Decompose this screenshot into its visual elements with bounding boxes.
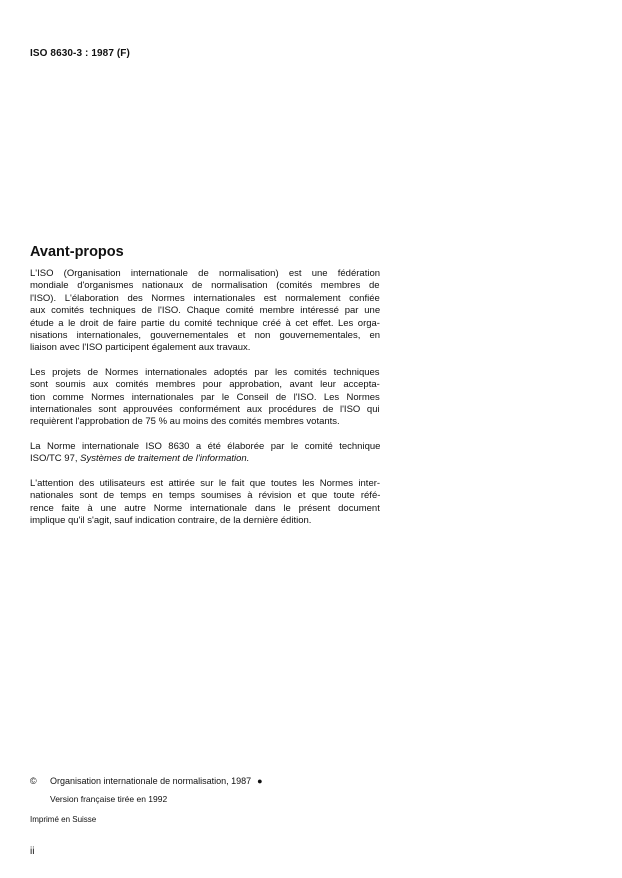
page-number: ii — [30, 846, 35, 857]
printed-note: Imprimé en Suisse — [30, 815, 97, 824]
text-line: sont soumis aux comités membres pour approbation, avant leur accepta- — [30, 379, 380, 391]
copyright-line — [30, 776, 263, 786]
bullet-icon: ● — [257, 776, 263, 786]
committee-ref: ISO/TC 97, — [30, 453, 81, 465]
text-line: nisations internationales, gouvernementales et non gouvernementales, en — [30, 330, 381, 342]
foreword-body — [30, 268, 380, 539]
document-id: ISO 8630-3 : 1987 (F) — [30, 48, 130, 59]
version-note: Version française tirée en 1992 — [50, 794, 168, 804]
text-line: mondiale d'organismes nationaux de normalisation (comités membres de — [30, 280, 380, 292]
paragraph-committee — [30, 441, 380, 466]
copyright-icon: © — [30, 776, 37, 786]
text-line: l'ISO). L'élaboration des Normes internationales est normalement confiée — [30, 292, 380, 304]
text-line: implique qu'il s'agit, sauf indication contraire, de la dernière édition. — [30, 514, 312, 526]
paragraph-iso-intro — [30, 268, 380, 355]
text-line: aux comités techniques de l'ISO. Chaque comité membre intéressé par une — [30, 305, 381, 317]
text-line: L'attention des utilisateurs est attirée sur le fait que toutes les Normes inter- — [30, 477, 381, 489]
text-line: requièrent l'approbation de 75 % au moins des comités membres votants. — [30, 416, 340, 428]
text-line: rence faite à une autre Norme internationale dans le présent document — [30, 502, 380, 514]
text-line: tion comme Normes internationales par le Conseil de l'ISO. Les Normes — [30, 391, 380, 403]
text-line: étude a le droit de faire partie du comité technique créé à cet effet. Les orga- — [30, 317, 380, 329]
paragraph-revision-notice — [30, 478, 380, 528]
text-line: liaison avec l'ISO participent également aux travaux. — [30, 342, 251, 354]
section-title: Avant-propos — [30, 244, 124, 260]
text-line: La Norme internationale ISO 8630 a été élaborée par le comité technique — [30, 440, 381, 452]
copyright-text: Organisation internationale de normalisation, 1987 — [50, 776, 252, 786]
paragraph-approval — [30, 367, 380, 429]
text-line: internationales sont approuvées conformément aux procédures de l'ISO qui — [30, 404, 380, 416]
text-line: nationales sont de temps en temps soumises à révision et que toute réfé- — [30, 490, 381, 502]
committee-title: Systèmes de traitement de l'information. — [80, 453, 250, 465]
text-line — [30, 453, 380, 465]
text-line: Les projets de Normes internationales adoptés par les comités techniques — [30, 366, 380, 378]
text-line: L'ISO (Organisation internationale de normalisation) est une fédération — [30, 268, 381, 279]
